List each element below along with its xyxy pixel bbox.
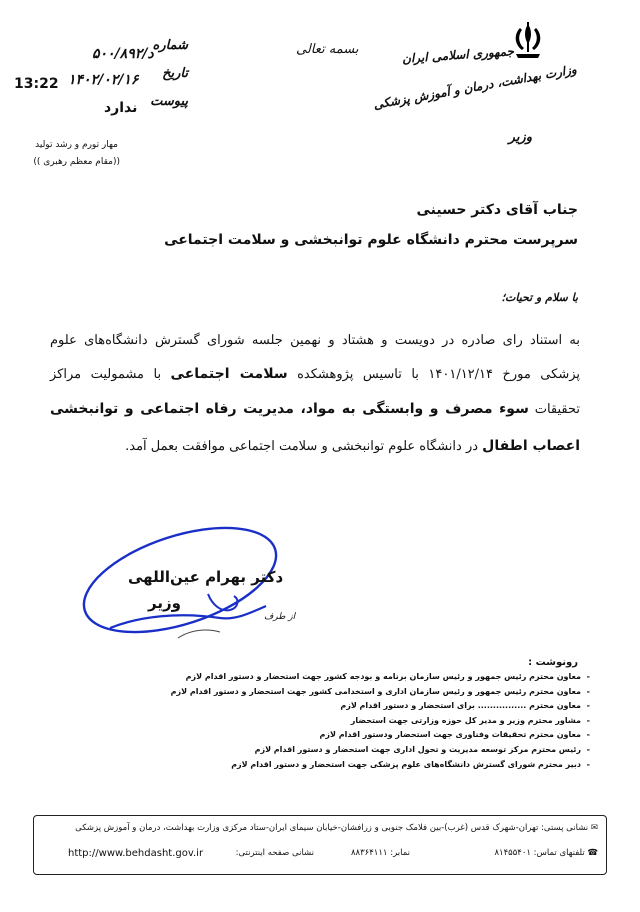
ministry-line2: وزارت بهداشت، درمان و آموزش پزشکی — [372, 62, 578, 112]
list-item: - معاون محترم رئیس جمهور و رئیس سازمان اداری و استخدامی کشور جهت استحضار و دستور اقدام لازم — [50, 685, 590, 700]
attachment-value: ندارد — [104, 100, 138, 116]
date-value: ۱۴۰۲/۰۲/۱۶ — [68, 72, 139, 88]
signatory-title: وزیر — [148, 594, 181, 612]
body-line-3: تحقیقات سوء مصرف و وابستگی به مواد، مدیریت رفاه اجتماعی و توانبخشی — [50, 401, 580, 417]
bullet-icon: - — [586, 701, 590, 711]
footer-box — [33, 815, 607, 875]
list-item: - رئیس محترم مرکز توسعه مدیریت و تحول اداری جهت استحضار و دستور اقدام لازم — [50, 743, 590, 758]
number-value: د/۵۰۰/۸۹۲ — [92, 46, 154, 62]
motto-source: ((مقام معظم رهبری )) — [33, 157, 120, 167]
minister-label: وزیر — [508, 130, 532, 145]
date-label: تاریخ — [162, 66, 188, 81]
list-item: - دبیر محترم شورای گسترش دانشگاه‌های علوم پزشکی جهت استحضار و دستور اقدام لازم — [50, 758, 590, 773]
body-line-2: پزشکی مورخ ۱۴۰۱/۱۲/۱۴ با تاسیس پژوهشکده سلامت اجتماعی با مشمولیت مراکز — [50, 366, 580, 382]
mail-icon: ✉ — [590, 823, 598, 833]
footer-fax: نمابر: ۸۸۳۶۴۱۱۱ — [350, 848, 410, 858]
copies-title: رونوشت : — [528, 657, 578, 668]
addressee-name: جناب آقای دکتر حسینی — [416, 202, 578, 218]
motto: مهار تورم و رشد تولید — [35, 140, 118, 150]
phone-icon: ☎ — [587, 848, 598, 858]
bullet-icon: - — [586, 759, 590, 769]
bullet-icon: - — [586, 715, 590, 725]
number-label: شماره — [152, 38, 188, 53]
besmeh-heading: بسمه تعالی — [296, 42, 359, 57]
footer-phone: ☎ تلفنهای تماس: ۸۱۴۵۵۴۰۱ — [494, 848, 598, 858]
list-item: - معاون محترم رئیس جمهور و رئیس سازمان برنامه و بودجه کشور جهت استحضار و دستور اقدام لازم — [50, 670, 590, 685]
list-item: - معاون محترم ................ برای استحضار و دستور اقدام لازم — [50, 699, 590, 714]
body-line-4: اعصاب اطفال در دانشگاه علوم توانبخشی و سلامت اجتماعی موافقت بعمل آمد. — [125, 438, 580, 454]
footer-site-link[interactable]: http://www.behdasht.gov.ir — [68, 848, 204, 859]
list-item: - معاون محترم تحقیقات وفناوری جهت استحضار ودستور اقدام لازم — [50, 728, 590, 743]
addressee-title: سرپرست محترم دانشگاه علوم توانبخشی و سلامت اجتماعی — [164, 232, 578, 248]
footer-address: ✉ نشانی پستی: تهران-شهرک قدس (غرب)-بین فلامک جنوبی و زرافشان-خیابان سیمای ایران-ستاد مرکزی وزارت بهداشت، درمان و آموزش پزشکی — [75, 823, 598, 833]
footer-site-label: نشانی صفحه اینترنتی: — [235, 848, 314, 858]
signatory-name: دکتر بهرام عین‌اللهی — [128, 568, 284, 586]
body-line-1: به استناد رای صادره در دویست و هشتاد و نهمین جلسه شورای گسترش دانشگاه‌های علوم — [50, 333, 580, 348]
body-highlight-centers: سوء مصرف و وابستگی به مواد، مدیریت رفاه اجتماعی و توانبخشی — [50, 401, 529, 417]
list-item: - مشاور محترم وزیر و مدیر کل حوزه وزارتی جهت استحضار — [50, 714, 590, 729]
ministry-line1: جمهوری اسلامی ایران — [401, 44, 515, 66]
bullet-icon: - — [586, 744, 590, 754]
bullet-icon: - — [586, 672, 590, 681]
greeting: با سلام و تحیات؛ — [501, 291, 578, 304]
body-highlight-pediatric: اعصاب اطفال — [482, 438, 580, 454]
bullet-icon: - — [586, 730, 590, 740]
copies-list — [50, 670, 590, 772]
attachment-label: پیوست — [150, 94, 188, 109]
bullet-icon: - — [586, 686, 590, 696]
body-highlight-institute: سلامت اجتماعی — [170, 366, 288, 382]
time-stamp: 13:22 — [14, 76, 59, 92]
signature-note: از طرف — [264, 612, 296, 622]
